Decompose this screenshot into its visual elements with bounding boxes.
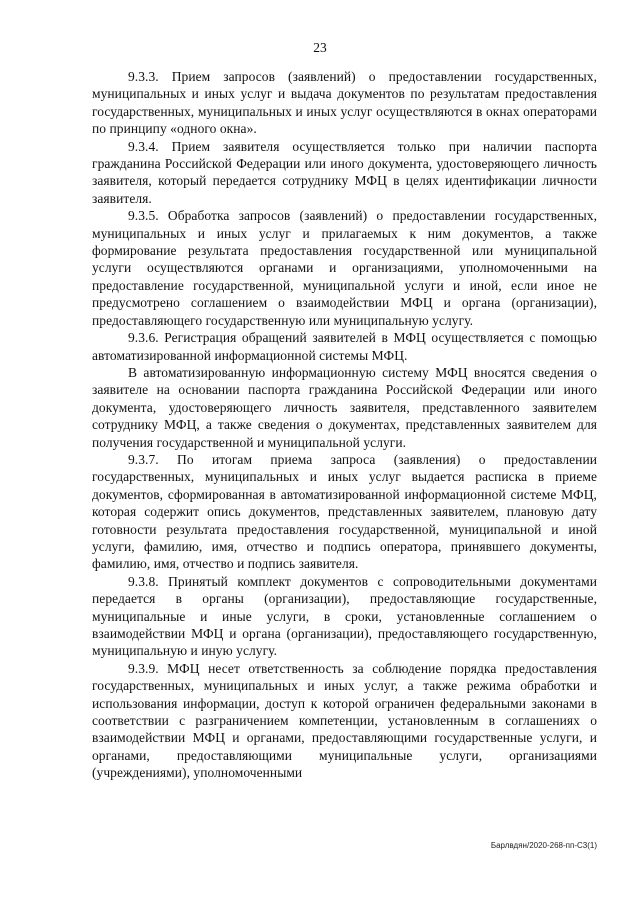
document-code-footer: Барлвдян/2020-268-пп-С3(1) — [490, 841, 597, 850]
paragraph-9-3-6: 9.3.6. Регистрация обращений заявителей в МФЦ осуществляется с помощью автоматизированной информационной системы МФЦ. — [92, 330, 597, 363]
paragraph-9-3-4: 9.3.4. Прием заявителя осуществляется только при наличии паспорта гражданина Российской Федерации или иного документа, удостоверяющего личность заявителя, который передается сотруднику МФЦ в целях идентификации личности заявителя. — [92, 138, 597, 206]
paragraph-9-3-8: 9.3.8. Принятый комплект документов с сопроводительными документами передается в органы (организации), предоставляющие государственные, муниципальные и иные услуги, в сроки, установленные соглашением о взаимодействии МФЦ и органа (организации), предоставляющего государственную, муниципальную и иную услугу. — [92, 573, 597, 659]
page-number: 23 — [313, 40, 327, 55]
paragraph-9-3-9: 9.3.9. МФЦ несет ответственность за соблюдение порядка предоставления государственных, муниципальных и иных услуг, а также режима обработки и использования информации, доступ к которой ограничен федеральными законами в соответствии с разграничением компетенции, установленным в соглашениях о взаимодействии МФЦ и органами, предоставляющими государственные услуги, и органами, предоставляющими муниципальные услуги, организациями (учреждениями), уполномоченными — [92, 660, 597, 781]
paragraph-9-3-7: 9.3.7. По итогам приема запроса (заявления) о предоставлении государственных, муниципальных и иных услуг выдается расписка в приеме документов, сформированная в автоматизированной информационной системе МФЦ, которая содержит опись документов, представленных заявителем, плановую дату готовности результата предоставления государственной, муниципальной и иной услуги, фамилию, имя, отчество и подпись оператора, принявшего документы, фамилию, имя, отчество и подпись заявителя. — [92, 451, 597, 572]
paragraph-9-3-5: 9.3.5. Обработка запросов (заявлений) о предоставлении государственных, муниципальных и иных услуг и прилагаемых к ним документов, а также формирование результата предоставления государственной или муниципальной услуги осуществляются органами и организациями, уполномоченными на предоставление государственной, муниципальной услуги и иной, если иное не предусмотрено соглашением о взаимодействии МФЦ и органа (организации), предоставляющего государственную или муниципальную услугу. — [92, 208, 597, 328]
paragraph-9-3-3: 9.3.3. Прием запросов (заявлений) о предоставлении государственных, муниципальных и иных услуг и выдача документов по результатам предоставления государственных, муниципальных и иных услуг осуществляются в окнах операторами по принципу «одного окна». — [92, 69, 597, 137]
paragraph-ais-info: В автоматизированную информационную систему МФЦ вносятся сведения о заявителе на основании паспорта гражданина Российской Федерации или иного документа, удостоверяющего личность заявителя, представленного заявителем сотруднику МФЦ, а также сведения о документах, представленных заявителем для получения государственной и муниципальной услуги. — [92, 364, 597, 450]
document-body — [92, 68, 597, 782]
